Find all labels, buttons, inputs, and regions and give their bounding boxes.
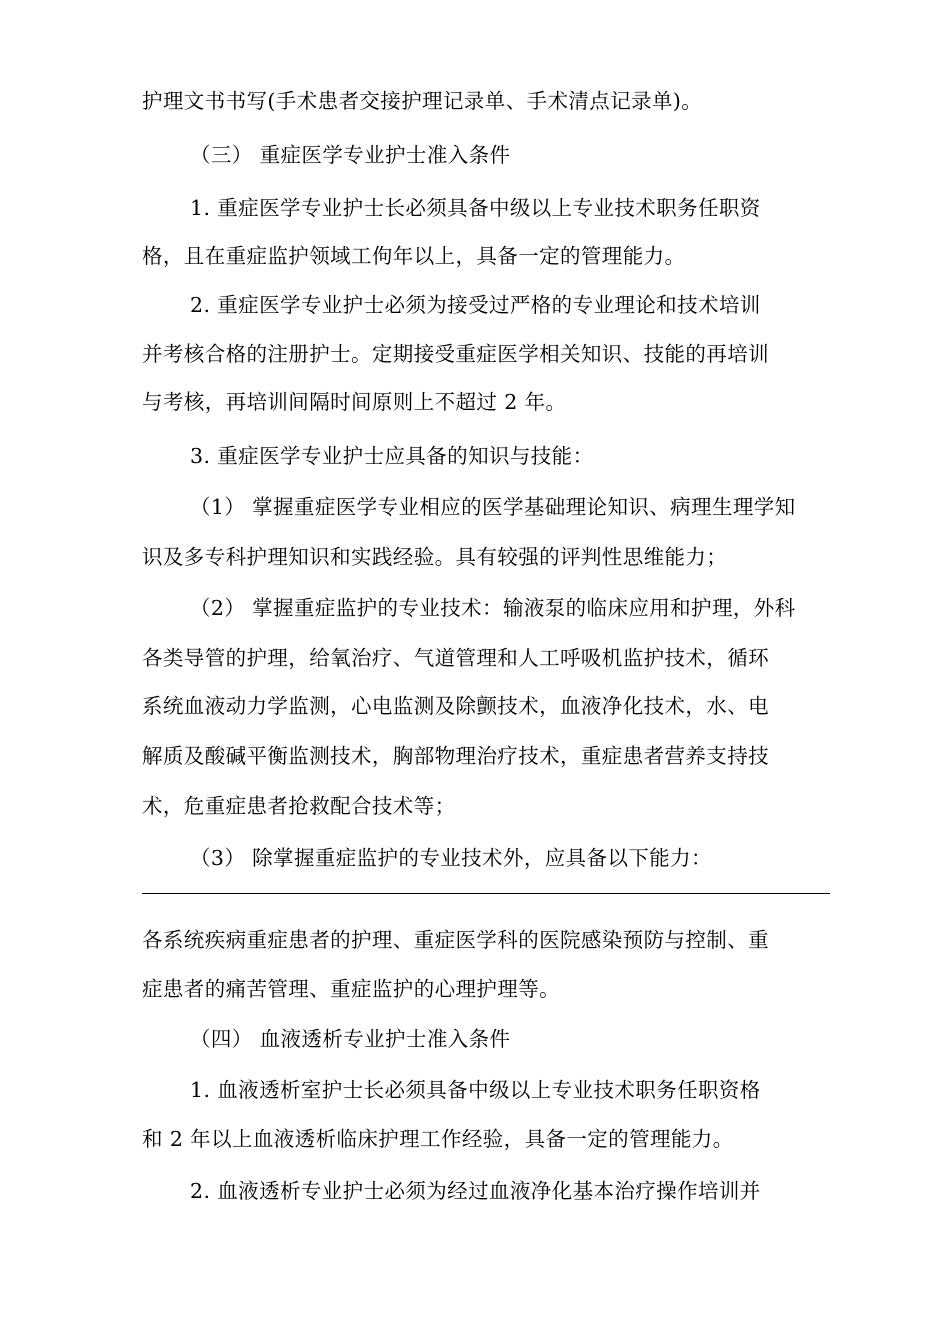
text-line: 术，危重症患者抢救配合技术等； (142, 794, 456, 818)
text-line: 2. 血液透析专业护士必须为经过血液净化基本治疗操作培训并 (190, 1179, 761, 1203)
section-heading: （四） 血液透析专业护士准入条件 (190, 1027, 511, 1051)
text-line: 1. 重症医学专业护士长必须具备中级以上专业技术职务任职资 (190, 196, 761, 220)
text-line: （1） 掌握重症医学专业相应的医学基础理论知识、病理生理学知 (190, 495, 796, 519)
text-line: 各系统疾病重症患者的护理、重症医学科的医院感染预防与控制、重 (142, 928, 769, 952)
text-line: 和 2 年以上血液透析临床护理工作经验，具备一定的管理能力。 (142, 1127, 734, 1151)
text-line: 各类导管的护理，给氧治疗、气道管理和人工呼吸机监护技术，循环 (142, 646, 769, 670)
text-line: 与考核，再培训间隔时间原则上不超过 2 年。 (142, 390, 567, 414)
text-line: 识及多专科护理知识和实践经验。具有较强的评判性思维能力； (142, 545, 728, 569)
text-line: 系统血液动力学监测，心电监测及除颤技术，血液净化技术，水、电 (142, 694, 769, 718)
text-line: 2. 重症医学专业护士必须为接受过严格的专业理论和技术培训 (190, 293, 761, 317)
text-line: （3） 除掌握重症监护的专业技术外，应具备以下能力： (190, 846, 712, 870)
text-line: 护理文书书写(手术患者交接护理记录单、手术清点记录单)。 (142, 89, 703, 113)
text-line: 格，且在重症监护领域工佝年以上，具备一定的管理能力。 (142, 244, 686, 268)
text-line: 症患者的痛苦管理、重症监护的心理护理等。 (142, 977, 560, 1001)
text-line: 1. 血液透析室护士长必须具备中级以上专业技术职务任职资格 (190, 1078, 761, 1102)
section-heading: （三） 重症医学专业护士准入条件 (190, 143, 511, 167)
text-line: 解质及酸碱平衡监测技术，胸部物理治疗技术，重症患者营养支持技 (142, 744, 769, 768)
text-line: 并考核合格的注册护士。定期接受重症医学相关知识、技能的再培训 (142, 342, 769, 366)
text-line: （2） 掌握重症监护的专业技术：输液泵的临床应用和护理，外科 (190, 596, 796, 620)
text-line: 3. 重症医学专业护士应具备的知识与技能： (190, 444, 594, 468)
page-break-divider (142, 893, 830, 894)
